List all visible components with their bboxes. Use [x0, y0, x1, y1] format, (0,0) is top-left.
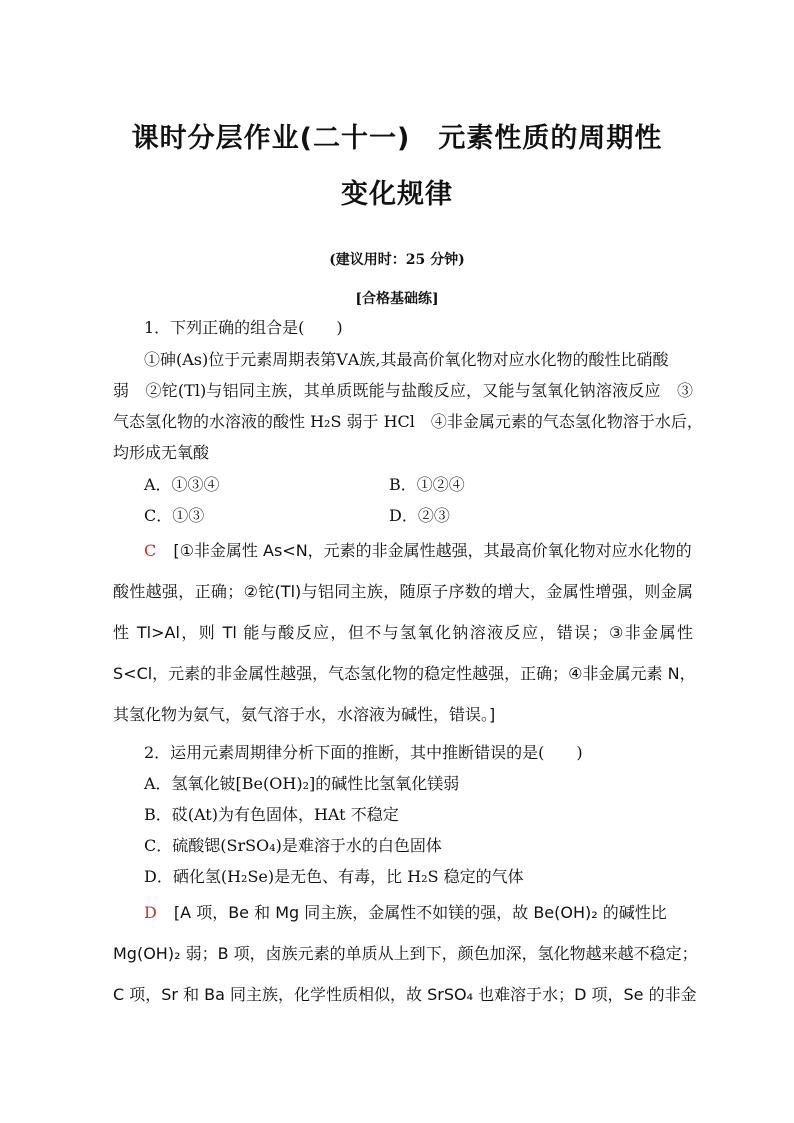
q1-option-c: C．①③: [144, 506, 205, 525]
q2-option-b: B．砹(At)为有色固体，HAt 不稳定: [144, 805, 399, 824]
q1-body-line: ①砷(As)位于元素周期表第ⅤA族,其最高价氧化物对应水化物的酸性比硝酸: [144, 350, 669, 369]
q2-answer-letter: D: [144, 903, 157, 922]
q1-body-line: 弱 ②铊(Tl)与铝同主族，其单质既能与盐酸反应，又能与氢氧化钠溶液反应 ③: [113, 381, 693, 400]
q2-option-d: D．硒化氢(H₂Se)是无色、有毒，比 H₂S 稳定的气体: [144, 867, 524, 886]
q1-explanation-line1: [144, 540, 693, 562]
page-title-line2: 变化规律: [341, 179, 453, 210]
q1-body-line: 均形成无氧酸: [113, 443, 210, 462]
q1-explanation-line: 酸性越强，正确；②铊(Tl)与铝同主族，随原子序数的增大，金属性增强，则金属: [113, 582, 693, 601]
q1-explanation-line: 性 Tl>Al，则 Tl 能与酸反应，但不与氢氧化钠溶液反应，错误；③非金属性: [113, 623, 693, 642]
suggested-time: (建议用时：25 分钟): [329, 252, 465, 268]
q2-explanation-line1: [144, 902, 693, 924]
section-heading: [合格基础练]: [355, 291, 439, 307]
q1-option-a: A．①③④: [144, 475, 220, 494]
page-title-line1: 课时分层作业(二十一) 元素性质的周期性: [131, 123, 663, 154]
q1-explanation-line: S<Cl，元素的非金属性越强，气态氢化物的稳定性越强，正确；④非金属元素 N，: [113, 664, 696, 683]
q1-option-b: B．①②④: [389, 475, 465, 494]
q2-stem: 2．运用元素周期律分析下面的推断，其中推断错误的是( ): [144, 743, 583, 762]
q2-option-c: C．硫酸锶(SrSO₄)是难溶于水的白色固体: [144, 836, 442, 855]
q1-explanation-text: [①非金属性 As<N，元素的非金属性越强，其最高价氧化物对应水化物的: [173, 541, 692, 560]
q1-stem: 1．下列正确的组合是( ): [144, 318, 343, 337]
q2-explanation-text: [A 项，Be 和 Mg 同主族，金属性不如镁的强，故 Be(OH)₂ 的碱性比: [173, 903, 667, 922]
q2-explanation-line: Mg(OH)₂ 弱；B 项，卤族元素的单质从上到下，颜色加深，氢化物越来越不稳定；: [113, 944, 698, 963]
q1-explanation-line: 其氢化物为氨气，氨气溶于水，水溶液为碱性，错误。]: [113, 705, 496, 724]
q2-option-a: A．氢氧化铍[Be(OH)₂]的碱性比氢氧化镁弱: [144, 774, 460, 793]
q1-body-line: 气态氢化物的水溶液的酸性 H₂S 弱于 HCl ④非金属元素的气态氢化物溶于水后，: [113, 412, 703, 431]
q1-option-d: D．②③: [389, 506, 450, 525]
q1-answer-letter: C: [144, 541, 157, 560]
q2-explanation-line: C 项，Sr 和 Ba 同主族，化学性质相似，故 SrSO₄ 也难溶于水；D 项，Se 的非金: [113, 985, 697, 1004]
